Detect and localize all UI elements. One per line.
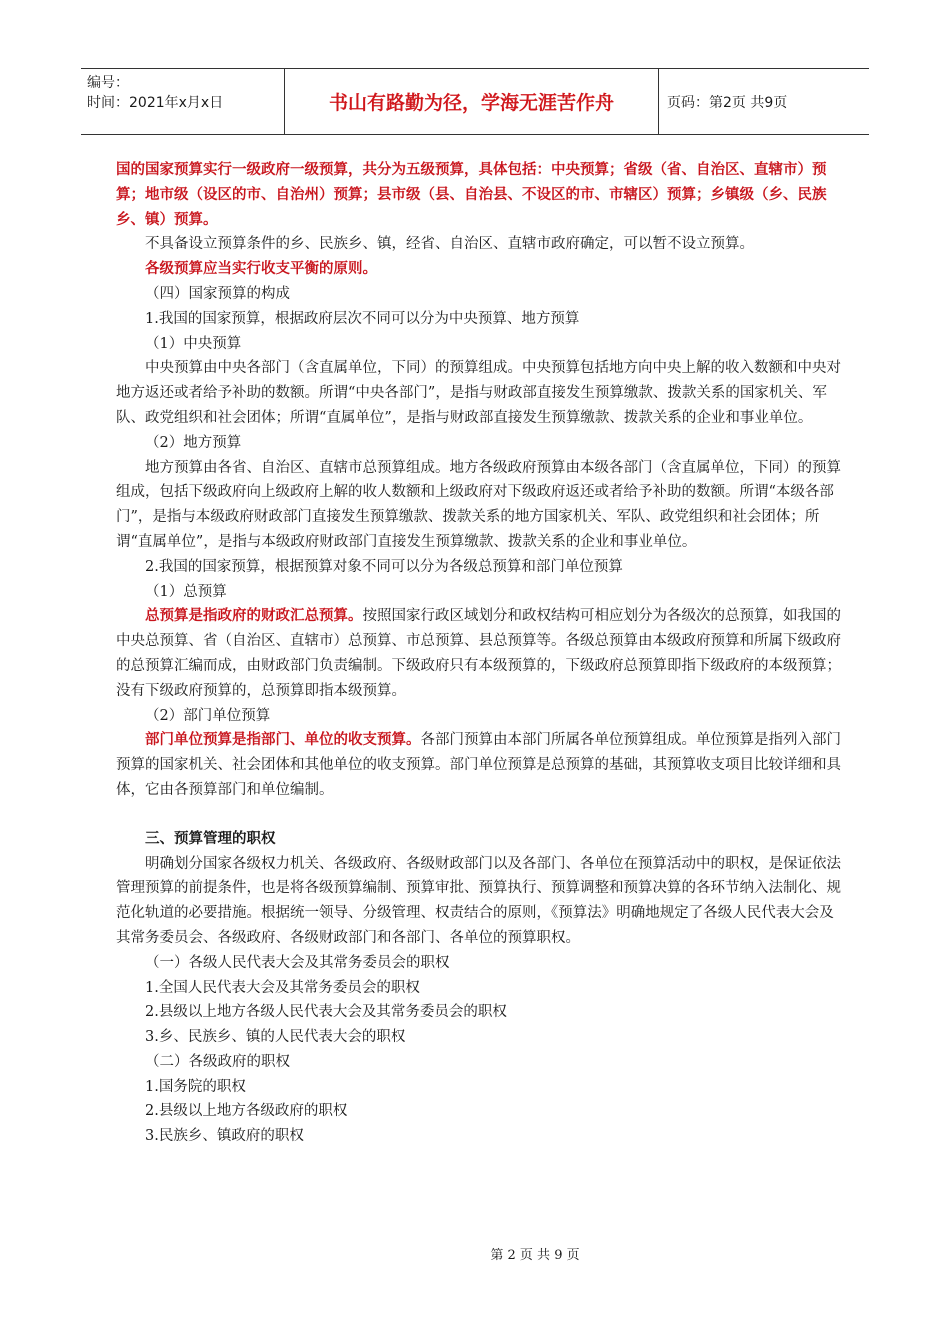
header-number-label: 编号： <box>87 75 129 91</box>
paragraph <box>116 728 846 802</box>
paragraph: 地方预算由各省、自治区、直辖市总预算组成。地方各级政府预算由本级各部门（含直属单位，下同）的预算组成，包括下级政府向上级政府上解的收人数额和上级政府对下级政府返还或者给予补助的数额。所谓“本级各部门”，是指与本级政府财政部门直接发生预算缴款、拨款关系的地方国家机关、军队、政党组织和社会团体；所谓“直属单位”，是指与本级政府财政部门直接发生预算缴款、拨款关系的企业和事业单位。 <box>116 459 841 550</box>
paragraph: 中央预算由中央各部门（含直属单位，下同）的预算组成。中央预算包括地方向中央上解的收入数额和中央对地方返还或者给予补助的数额。所谓“中央各部门”，是指与财政部直接发生预算缴款、拨款关系的国家机关、军队、政党组织和社会团体；所谓“直属单位”，是指与财政部直接发生预算缴款、拨款关系的企业和事业单位。 <box>116 360 841 426</box>
subheading: （2）地方预算 <box>145 434 242 451</box>
list-item: 2.县级以上地方各级人民代表大会及其常务委员会的职权 <box>145 1004 507 1021</box>
section-heading: 三、预算管理的职权 <box>145 830 276 847</box>
paragraph-text: 按照国家行政区域划分和政权结构可相应划分为各级次的总预算，如我国的中央总预算、省（自治区、直辖市）总预算、市总预算、县总预算等。各级总预算由本级政府预算和所属下级政府的总预算汇编而成，由财政部门负责编制。下级政府只有本级预算的，下级政府总预算即指下级政府的本级预算；没有下级政府预算的，总预算即指本级预算。 <box>116 608 841 699</box>
paragraph: 1.我国的国家预算，根据政府层次不同可以分为中央预算、地方预算 <box>145 310 580 327</box>
list-item: 3.民族乡、镇政府的职权 <box>145 1128 304 1145</box>
section-heading: （四）国家预算的构成 <box>145 285 290 302</box>
document-body <box>116 158 846 1149</box>
paragraph: 不具备设立预算条件的乡、民族乡、镇，经省、自治区、直辖市政府确定，可以暂不设立预算。 <box>145 236 754 253</box>
subheading: （一）各级人民代表大会及其常务委员会的职权 <box>145 954 450 971</box>
paragraph: 2.我国的国家预算，根据预算对象不同可以分为各级总预算和部门单位预算 <box>145 558 623 575</box>
subheading: （2）部门单位预算 <box>145 707 271 724</box>
header-page-label: 页码：第2页 共9页 <box>667 94 788 111</box>
highlight-definition: 总预算是指政府的财政汇总预算。 <box>145 608 363 625</box>
header-date-label: 时间：2021年x月x日 <box>87 95 224 111</box>
subheading: （1）总预算 <box>145 583 227 600</box>
highlight-definition: 部门单位预算是指部门、单位的收支预算。 <box>145 732 421 749</box>
paragraph-budget-levels: 国的国家预算实行一级政府一级预算，共分为五级预算，具体包括：中央预算；省级（省、自治区、直辖市）预算；地市级（设区的市、自治州）预算；县市级（县、自治县、不设区的市、市辖区）预算；乡镇级（乡、民族乡、镇）预算。 <box>116 162 827 228</box>
subheading: （二）各级政府的职权 <box>145 1053 290 1070</box>
list-item: 2.县级以上地方各级政府的职权 <box>145 1103 348 1120</box>
list-item: 1.国务院的职权 <box>145 1078 246 1095</box>
page-header <box>81 68 869 135</box>
list-item: 3.乡、民族乡、镇的人民代表大会的职权 <box>145 1029 406 1046</box>
list-item: 1.全国人民代表大会及其常务委员会的职权 <box>145 979 420 996</box>
header-motto: 书山有路勤为径，学海无涯苦作舟 <box>285 69 659 134</box>
subheading: （1）中央预算 <box>145 335 242 352</box>
paragraph <box>116 604 846 703</box>
paragraph-balance-principle: 各级预算应当实行收支平衡的原则。 <box>145 261 377 278</box>
paragraph-text: 各部门预算由本部门所属各单位预算组成。单位预算是指列入部门预算的国家机关、社会团体和其他单位的收支预算。部门单位预算是总预算的基础，其预算收支项目比较详细和具体，它由各预算部门和单位编制。 <box>116 732 841 798</box>
paragraph: 明确划分国家各级权力机关、各级政府、各级财政部门以及各部门、各单位在预算活动中的职权，是保证依法管理预算的前提条件，也是将各级预算编制、预算审批、预算执行、预算调整和预算决算的各环节纳入法制化、规范化轨道的必要措施。根据统一领导、分级管理、权责结合的原则，《预算法》明确地规定了各级人民代表大会及其常务委员会、各级政府、各级财政部门和各部门、各单位的预算职权。 <box>116 855 841 946</box>
spacer <box>116 803 846 827</box>
header-meta <box>81 69 285 134</box>
page-footer: 第 2 页 共 9 页 <box>490 1248 580 1263</box>
